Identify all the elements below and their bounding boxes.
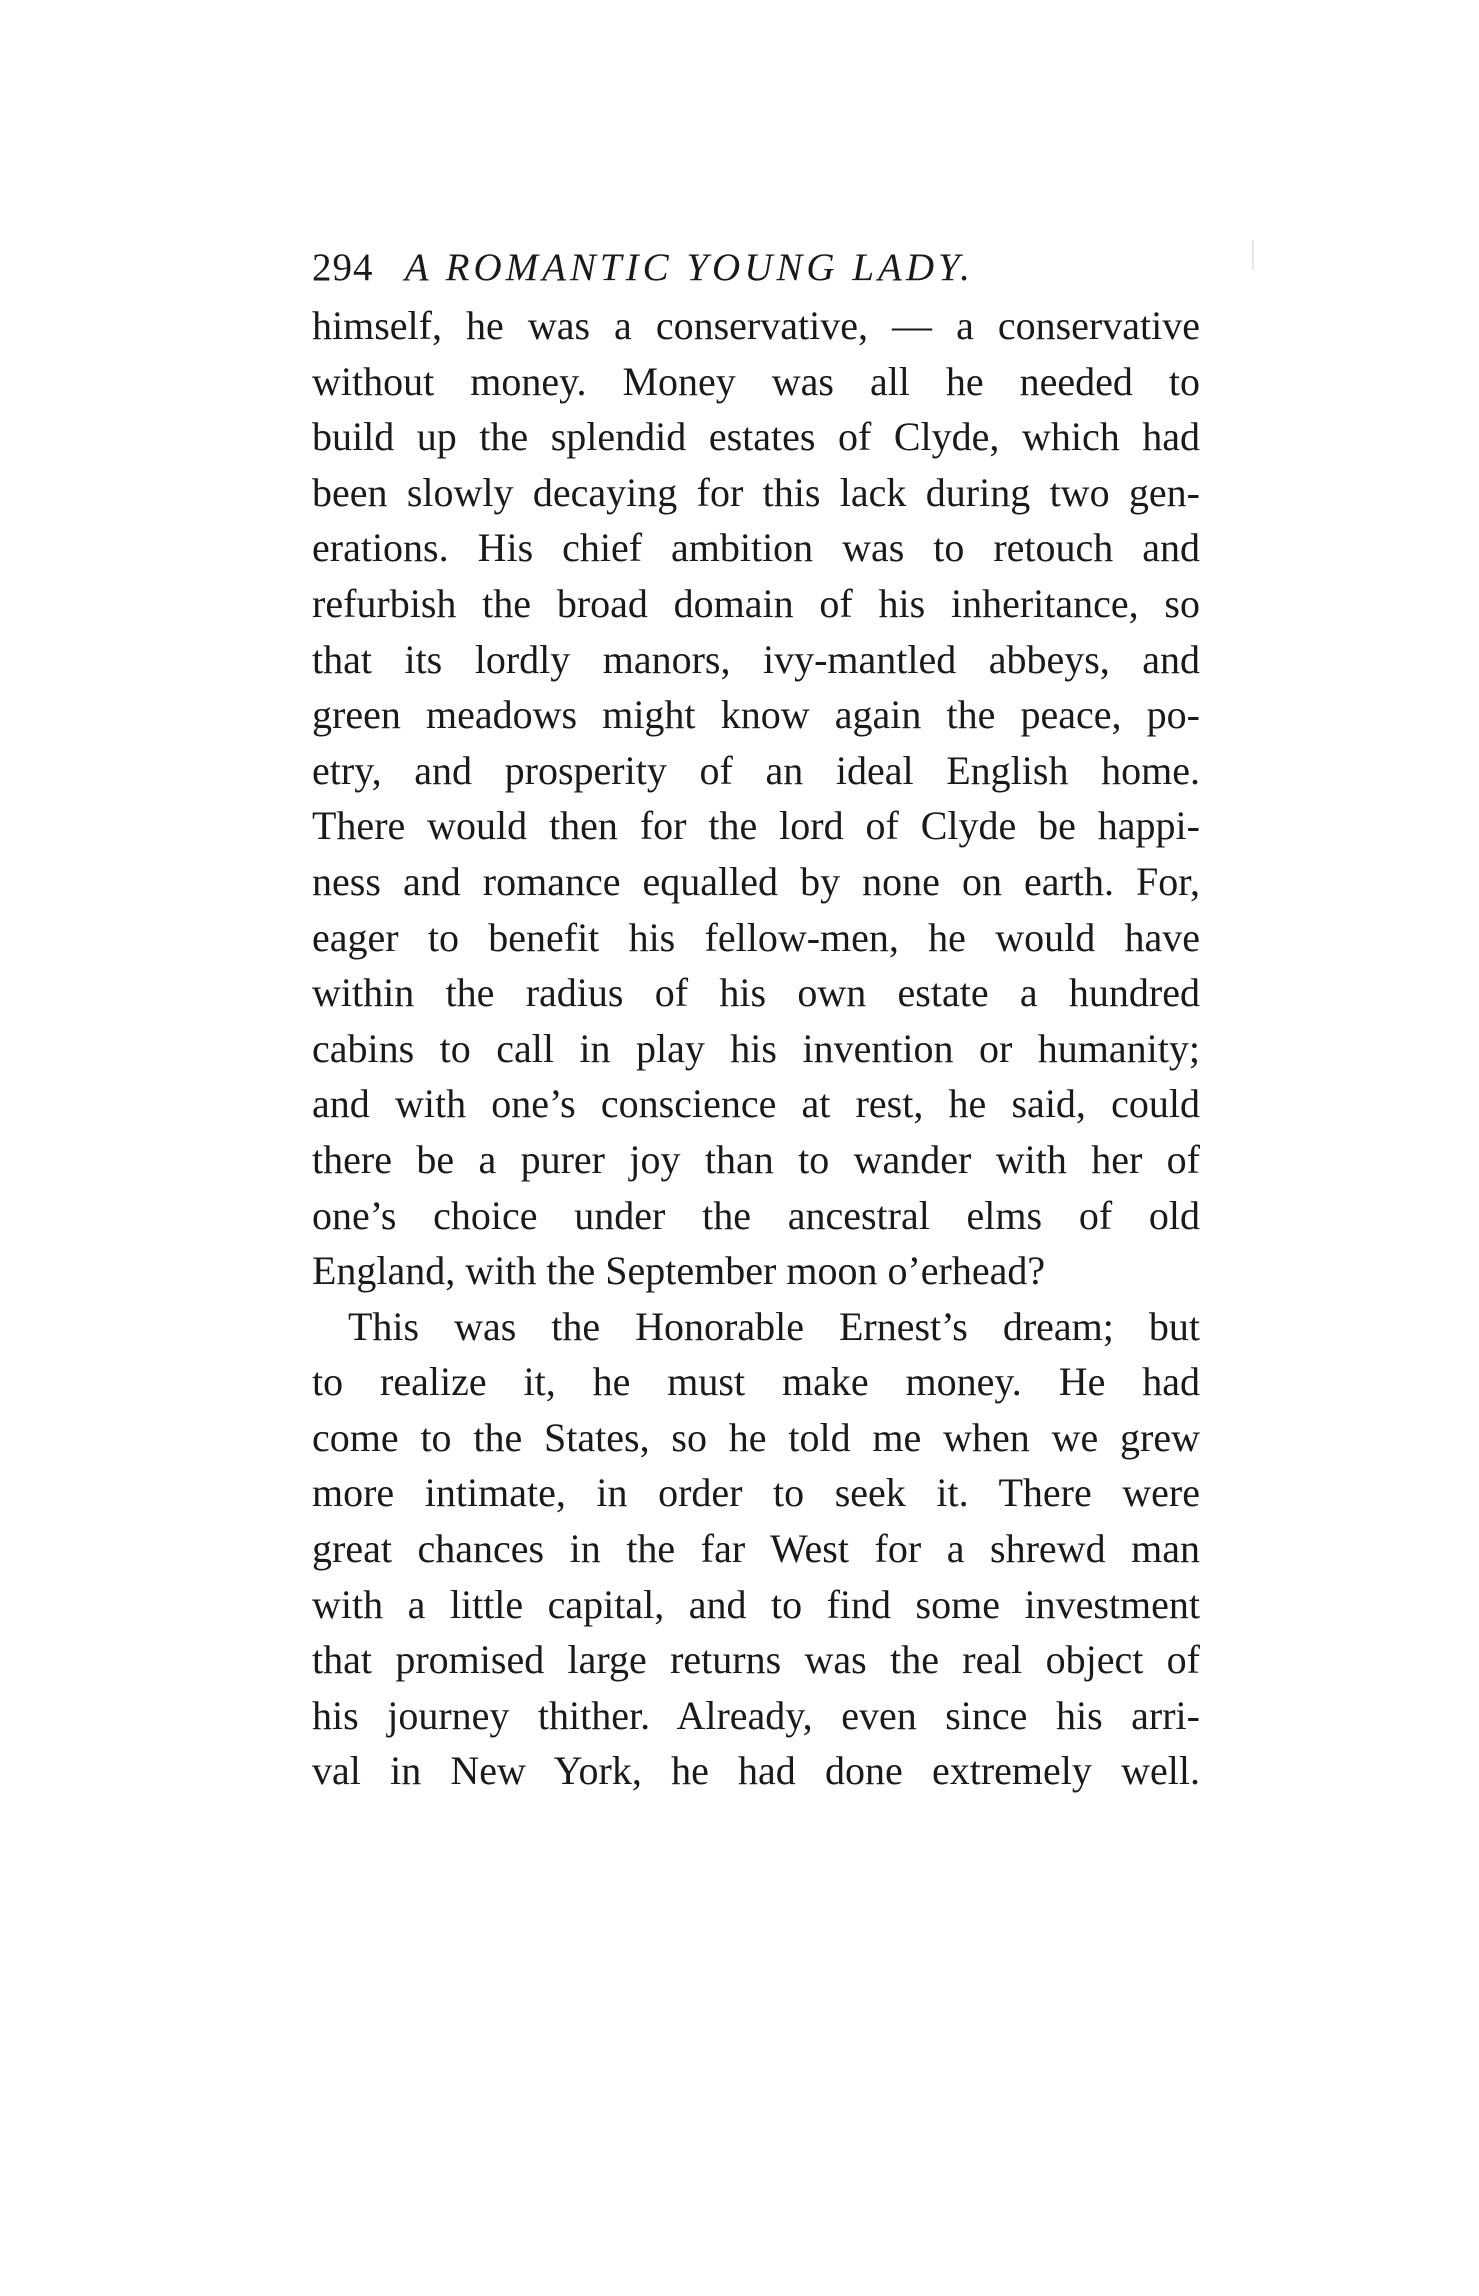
page-number: 294: [312, 246, 374, 289]
text-line: val in New York, he had done extremely well.: [312, 1748, 1200, 1794]
text-line: been slowly decaying for this lack during two gen-: [312, 469, 1200, 515]
text-line: ness and romance equalled by none on earth. For,: [312, 858, 1200, 904]
text-line: to realize it, he must make money. He had: [312, 1359, 1200, 1405]
text-line: that its lordly manors, ivy-mantled abbeys, and: [312, 636, 1200, 682]
text-line: there be a purer joy than to wander with her of: [312, 1136, 1200, 1182]
text-line: that promised large returns was the real object of: [312, 1637, 1200, 1683]
page-edge-mark: [1252, 240, 1254, 270]
text-line: within the radius of his own estate a hundred: [312, 970, 1200, 1016]
text-line: and with one’s conscience at rest, he said, could: [312, 1081, 1200, 1127]
text-line: build up the splendid estates of Clyde, which had: [312, 414, 1200, 460]
text-line: without money. Money was all he needed to: [312, 358, 1200, 404]
text-line: his journey thither. Already, even since his arri-: [312, 1692, 1200, 1738]
text-line: more intimate, in order to seek it. There were: [312, 1470, 1200, 1516]
text-line: cabins to call in play his invention or humanity;: [312, 1025, 1200, 1071]
text-line: refurbish the broad domain of his inheritance, so: [312, 580, 1200, 626]
text-line: come to the States, so he told me when we grew: [312, 1414, 1200, 1460]
text-line: eager to benefit his fellow-men, he would have: [312, 914, 1200, 960]
text-line: erations. His chief ambition was to retouch and: [312, 525, 1200, 571]
text-line: one’s choice under the ancestral elms of old: [312, 1192, 1200, 1238]
text-line: great chances in the far West for a shrewd man: [312, 1526, 1200, 1572]
text-line: green meadows might know again the peace, po-: [312, 692, 1200, 738]
text-line: with a little capital, and to find some investment: [312, 1581, 1200, 1627]
text-line: This was the Honorable Ernest’s dream; but: [348, 1303, 1200, 1349]
running-title: A ROMANTIC YOUNG LADY.: [404, 246, 974, 289]
text-line: etry, and prosperity of an ideal English home.: [312, 747, 1200, 793]
running-head: [312, 238, 1212, 298]
text-line: England, with the September moon o’erhead?: [312, 1248, 1046, 1294]
text-line: There would then for the lord of Clyde be happi-: [312, 803, 1200, 849]
text-line: himself, he was a conservative, — a conservative: [312, 303, 1200, 348]
body-text: [312, 298, 1200, 1799]
